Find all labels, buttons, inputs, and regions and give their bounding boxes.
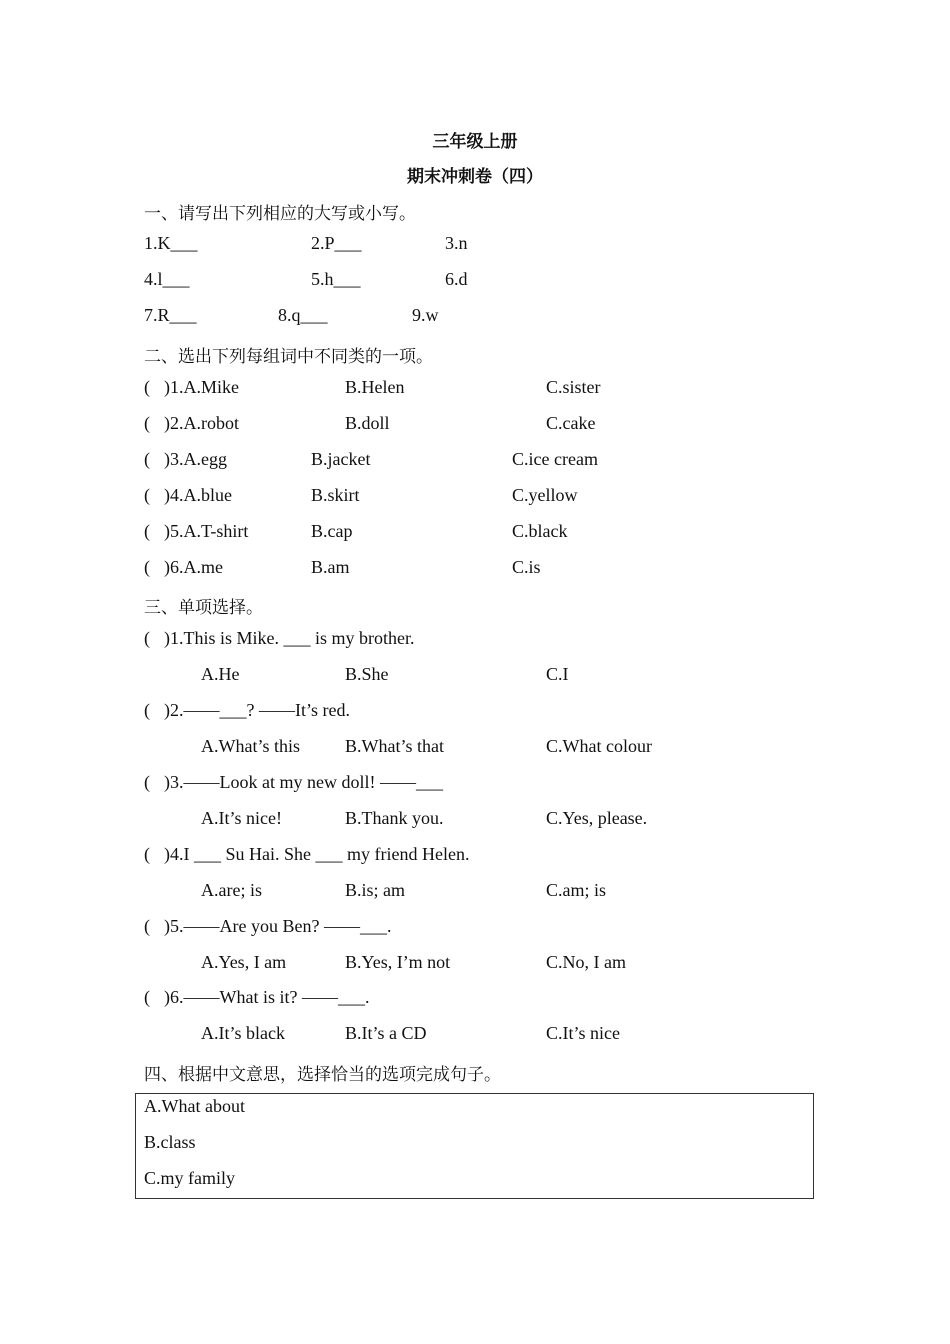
question-option-b: B.cap	[311, 521, 353, 541]
question-option-b: B.She	[345, 664, 389, 684]
section1-item: 7.R___	[144, 305, 197, 325]
section1-item: 5.h___	[311, 269, 361, 289]
question-option-b: B.Helen	[345, 377, 405, 397]
question-option-c: C.black	[512, 521, 568, 541]
question-stem: )3.——Look at my new doll! ——___	[164, 772, 443, 792]
answer-bracket: (	[144, 987, 150, 1007]
question-option-a: )5.A.T-shirt	[164, 521, 249, 541]
answer-bracket: (	[144, 916, 150, 936]
options-box	[135, 1093, 814, 1199]
page-subtitle: 期末冲刺卷（四）	[407, 167, 543, 187]
question-option-a: A.What’s this	[201, 736, 300, 756]
question-option-a: A.Yes, I am	[201, 952, 287, 972]
page-title: 三年级上册	[432, 132, 518, 152]
question-option-a: A.It’s nice!	[201, 808, 282, 828]
section3-heading: 三、单项选择。	[144, 598, 263, 618]
question-option-c: C.am; is	[546, 880, 607, 900]
question-option-b: B.am	[311, 557, 350, 577]
section1-item: 9.w	[412, 305, 439, 325]
question-option-a: A.are; is	[201, 880, 262, 900]
question-option-b: B.It’s a CD	[345, 1023, 427, 1043]
question-option-a: )2.A.robot	[164, 413, 239, 433]
question-option-a: )6.A.me	[164, 557, 223, 577]
question-option-c: C.ice cream	[512, 449, 598, 469]
section1-item: 4.l___	[144, 269, 190, 289]
question-option-a: )3.A.egg	[164, 449, 227, 469]
question-option-c: C.yellow	[512, 485, 578, 505]
answer-bracket: (	[144, 700, 150, 720]
question-stem: )4.I ___ Su Hai. She ___ my friend Helen.	[164, 844, 470, 864]
answer-bracket: (	[144, 485, 150, 505]
option-item: B.class	[144, 1132, 196, 1152]
question-option-a: A.It’s black	[201, 1023, 285, 1043]
section1-item: 1.K___	[144, 233, 198, 253]
question-option-c: C.It’s nice	[546, 1023, 620, 1043]
question-option-b: B.Thank you.	[345, 808, 444, 828]
question-option-c: C.cake	[546, 413, 596, 433]
question-option-b: B.skirt	[311, 485, 360, 505]
question-option-a: )1.A.Mike	[164, 377, 239, 397]
question-option-a: A.He	[201, 664, 240, 684]
question-stem: )5.——Are you Ben? ——___.	[164, 916, 392, 936]
answer-bracket: (	[144, 844, 150, 864]
question-stem: )6.——What is it? ——___.	[164, 987, 370, 1007]
answer-bracket: (	[144, 772, 150, 792]
question-option-c: C.I	[546, 664, 569, 684]
answer-bracket: (	[144, 377, 150, 397]
question-option-c: C.sister	[546, 377, 601, 397]
question-option-c: C.is	[512, 557, 541, 577]
question-option-b: B.doll	[345, 413, 390, 433]
answer-bracket: (	[144, 449, 150, 469]
question-option-b: B.is; am	[345, 880, 406, 900]
question-option-a: )4.A.blue	[164, 485, 232, 505]
question-option-b: B.What’s that	[345, 736, 444, 756]
answer-bracket: (	[144, 521, 150, 541]
section1-item: 2.P___	[311, 233, 362, 253]
section2-heading: 二、选出下列每组词中不同类的一项。	[144, 347, 433, 367]
section4-heading: 四、根据中文意思，选择恰当的选项完成句子。	[144, 1065, 501, 1085]
answer-bracket: (	[144, 557, 150, 577]
question-option-b: B.Yes, I’m not	[345, 952, 451, 972]
section1-item: 8.q___	[278, 305, 328, 325]
question-option-c: C.No, I am	[546, 952, 626, 972]
option-item: C.my family	[144, 1168, 235, 1188]
question-stem: )2.——___? ——It’s red.	[164, 700, 350, 720]
question-stem: )1.This is Mike. ___ is my brother.	[164, 628, 415, 648]
section1-heading: 一、请写出下列相应的大写或小写。	[144, 204, 416, 224]
question-option-c: C.What colour	[546, 736, 652, 756]
option-item: A.What about	[144, 1096, 245, 1116]
section1-item: 3.n	[445, 233, 468, 253]
answer-bracket: (	[144, 413, 150, 433]
question-option-b: B.jacket	[311, 449, 371, 469]
section1-item: 6.d	[445, 269, 468, 289]
answer-bracket: (	[144, 628, 150, 648]
question-option-c: C.Yes, please.	[546, 808, 648, 828]
